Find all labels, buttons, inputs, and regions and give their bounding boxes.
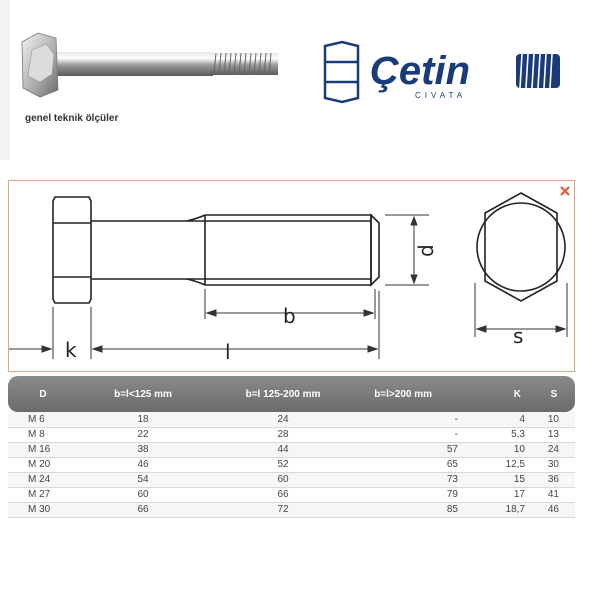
cell-k: 15: [478, 472, 533, 487]
header-s: S: [550, 388, 558, 400]
cell-b1: 38: [78, 442, 208, 457]
cell-d: M 20: [8, 457, 78, 472]
cell-b1: 60: [78, 487, 208, 502]
table-row: [8, 442, 575, 457]
cell-b2: 44: [208, 442, 358, 457]
cell-d: M 30: [8, 502, 78, 517]
cell-s: 30: [533, 457, 575, 472]
cell-s: 36: [533, 472, 575, 487]
cell-s: 13: [533, 427, 575, 442]
dimensions-table: [8, 376, 575, 518]
cell-k: 4: [478, 412, 533, 427]
header-b-125-200: b=l 125-200 mm: [245, 388, 321, 400]
cell-b3: -: [358, 427, 478, 442]
cell-s: 46: [533, 502, 575, 517]
logo-sub: CIVATA: [415, 91, 467, 100]
cell-b1: 66: [78, 502, 208, 517]
cell-k: 10: [478, 442, 533, 457]
header-k: K: [513, 388, 521, 400]
cell-b2: 52: [208, 457, 358, 472]
cell-k: 18,7: [478, 502, 533, 517]
close-icon[interactable]: [561, 187, 569, 195]
label-k: k: [65, 338, 77, 362]
header-b-lt-125: b=l<125 mm: [114, 388, 172, 400]
cetin-logo: [320, 40, 565, 105]
cell-d: M 24: [8, 472, 78, 487]
table-row: [8, 502, 575, 517]
table-row: [8, 472, 575, 487]
cell-b3: 79: [358, 487, 478, 502]
cell-b2: 66: [208, 487, 358, 502]
header-b-gt-200: b=l>200 mm: [374, 388, 432, 400]
cell-b1: 46: [78, 457, 208, 472]
cell-b2: 72: [208, 502, 358, 517]
cell-d: M 16: [8, 442, 78, 457]
cell-b3: 73: [358, 472, 478, 487]
cell-b1: 18: [78, 412, 208, 427]
cell-b3: 85: [358, 502, 478, 517]
cell-d: M 6: [8, 412, 78, 427]
bolt-photo: [18, 30, 283, 100]
left-background-strip: [0, 0, 10, 160]
label-b: b: [283, 304, 296, 328]
cell-k: 12,5: [478, 457, 533, 472]
cell-s: 41: [533, 487, 575, 502]
cell-b3: -: [358, 412, 478, 427]
cell-b1: 54: [78, 472, 208, 487]
cell-b3: 57: [358, 442, 478, 457]
technical-drawing: [8, 180, 575, 372]
cell-b3: 65: [358, 457, 478, 472]
table-header-row: [8, 376, 575, 412]
cell-s: 24: [533, 442, 575, 457]
table-row: [8, 487, 575, 502]
label-l: l: [225, 340, 231, 364]
header-d: D: [39, 388, 47, 400]
cell-d: M 27: [8, 487, 78, 502]
label-s: s: [513, 324, 524, 348]
cell-k: 17: [478, 487, 533, 502]
table-row: [8, 427, 575, 442]
cell-b2: 24: [208, 412, 358, 427]
cell-d: M 8: [8, 427, 78, 442]
cell-k: 5,3: [478, 427, 533, 442]
table-row: [8, 457, 575, 472]
cell-s: 10: [533, 412, 575, 427]
logo-brand: Çetin: [370, 49, 470, 93]
table-row: [8, 412, 575, 427]
dimensions-table-wrap: [8, 376, 575, 518]
drawing-canvas: [9, 181, 574, 371]
caption: genel teknik ölçüler: [25, 113, 119, 124]
cell-b2: 60: [208, 472, 358, 487]
cell-b1: 22: [78, 427, 208, 442]
label-d: d: [414, 244, 438, 257]
cell-b2: 28: [208, 427, 358, 442]
